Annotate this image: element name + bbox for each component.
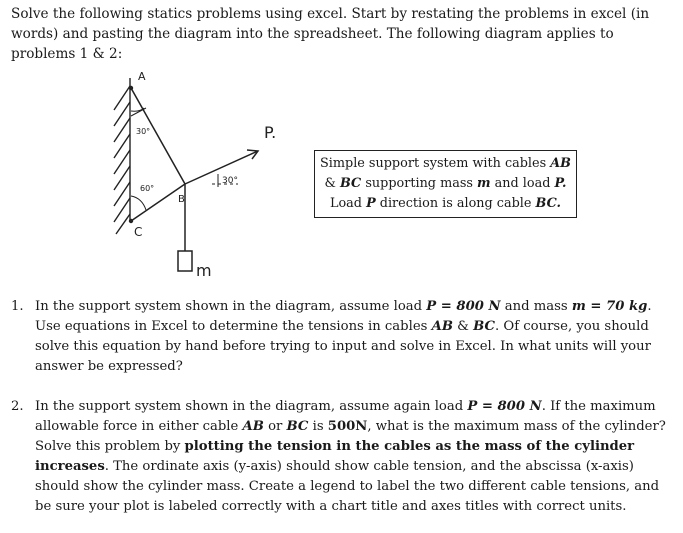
label-b: B bbox=[178, 194, 185, 205]
callout-text: supporting mass bbox=[361, 176, 478, 191]
problem-text: and mass bbox=[500, 299, 572, 314]
problem-2-text bbox=[35, 397, 675, 517]
problem-2-max-force: 500N bbox=[327, 419, 368, 434]
problem-text: In the support system shown in the diagram, assume again load bbox=[35, 399, 468, 414]
problem-text: is bbox=[308, 419, 328, 434]
problem-2-ab: AB bbox=[242, 419, 264, 434]
label-a: A bbox=[138, 70, 146, 83]
problem-2-load: P = 800 N bbox=[467, 399, 542, 414]
callout-text: Load bbox=[329, 196, 367, 211]
problem-text: or bbox=[263, 419, 287, 434]
angle-bc-arc bbox=[131, 196, 146, 210]
wall-hatching bbox=[114, 86, 130, 234]
label-c: C bbox=[134, 225, 143, 239]
problem-1-ab: AB bbox=[431, 319, 453, 334]
pin-c bbox=[129, 219, 133, 223]
callout-text: Simple support system with cables bbox=[320, 156, 551, 171]
problem-text: In the support system shown in the diagram, assume load bbox=[35, 299, 427, 314]
cables bbox=[131, 88, 258, 251]
problem-text: . Of course, you should solve this equation by hand before trying to input and solve in Excel. In what units will your answer be expressed? bbox=[35, 319, 651, 374]
callout-ab: AB bbox=[550, 156, 571, 171]
callout-bc: BC bbox=[340, 176, 362, 191]
label-p: P. bbox=[264, 123, 277, 142]
callout-m: m bbox=[477, 176, 491, 191]
callout-text: direction is along cable bbox=[375, 196, 536, 211]
problem-2-plot-instruction: plotting the tension in the cables as the mass of the cylinder increases bbox=[35, 439, 635, 474]
problem-2-bc: BC bbox=[286, 419, 309, 434]
problem-1-bc: BC bbox=[473, 319, 495, 334]
pin-a bbox=[129, 86, 133, 90]
support-diagram bbox=[100, 66, 300, 286]
label-m: m bbox=[196, 261, 212, 280]
problem-text: . Use equations in Excel to determine the tensions in cables bbox=[35, 299, 652, 334]
angle-p-label: 30° bbox=[222, 176, 238, 186]
angle-bc-label: 60° bbox=[140, 184, 155, 193]
callout-text: and load bbox=[490, 176, 555, 191]
problem-2-number: 2. bbox=[11, 399, 24, 414]
cable-ab bbox=[131, 88, 185, 184]
callout-text: & bbox=[324, 176, 340, 191]
callout-bc2: BC. bbox=[535, 196, 562, 211]
problem-1-load: P = 800 N bbox=[426, 299, 501, 314]
problem-1-mass: m = 70 kg bbox=[571, 299, 648, 314]
intro-text: Solve the following statics problems using excel. Start by restating the problems in excel (in words) and pasting the diagram into the spreadsheet. The following diagram applies to problems 1 & 2: bbox=[11, 6, 650, 62]
problem-text: . If the maximum allowable force in either cable bbox=[35, 399, 656, 434]
problem-2 bbox=[11, 397, 675, 517]
angle-ab-label: 30° bbox=[136, 127, 151, 136]
problem-text: . The ordinate axis (y-axis) should show cable tension, and the abscissa (x-axis) should show the cylinder mass. Create a legend to label the two different cable tensions, and be sure your plot is labeled correctly with a chart title and axes titles with correct units. bbox=[35, 459, 660, 514]
callout-p2: P bbox=[366, 196, 376, 211]
callout-p: P. bbox=[554, 176, 567, 191]
problem-1 bbox=[11, 297, 675, 377]
diagram-callout bbox=[314, 150, 577, 218]
wall bbox=[114, 78, 130, 234]
problem-1-text bbox=[35, 297, 675, 377]
problem-1-number: 1. bbox=[11, 299, 24, 314]
problem-text: , what is the maximum mass of the cylinder? Solve this problem by bbox=[35, 419, 666, 454]
problem-text: & bbox=[452, 319, 474, 334]
mass-cylinder bbox=[178, 251, 192, 271]
